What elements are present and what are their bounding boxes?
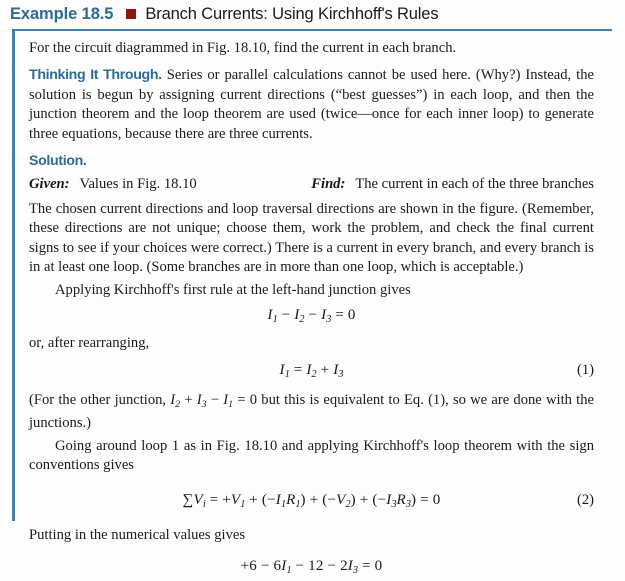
example-number-label: Example 18.5	[10, 4, 114, 23]
first-rule-paragraph: Applying Kirchhoff's first rule at the left-hand junction gives	[55, 281, 411, 298]
equation-1-row	[29, 360, 594, 385]
given-block	[29, 175, 311, 194]
given-label: Given:	[29, 176, 70, 193]
find-label: Find:	[311, 176, 346, 193]
equation-2: $\sum V_i = +V_1 + (-I_1R_1) + (-V_2) + (-I_3R_3) = 0$	[182, 491, 441, 510]
equation-1: $I_1 = I_2 + I_3$	[279, 362, 344, 381]
loop1-paragraph: Going around loop 1 as in Fig. 18.10 and applying Kirchhoff's loop theorem with the sign conventions gives	[29, 437, 594, 474]
solution-heading: Solution.	[29, 153, 87, 170]
thinking-it-through-text: Series or parallel calculations cannot be used here. (Why?) Instead, the solution is begun by assigning current directions (“best guesses”) in each loop, and then the junction theorem and the loop theorem are used (twice—once for each inner loop) to generate three equations, because there are three currents.	[29, 67, 594, 142]
find-value: The current in each of the three branches	[355, 176, 594, 193]
equation-junction-row	[29, 305, 594, 330]
example-header	[0, 0, 625, 24]
equation-2-number: (2)	[576, 491, 594, 508]
equation-numeric: $+6 - 6I_1 - 12 - 2I_3 = 0$	[240, 557, 383, 576]
equation-2-row	[29, 490, 594, 515]
other-junction-paragraph: (For the other junction, $I_2 + I_3 - I_1 = 0$ but this is equivalent to Eq. (1), so we are done with the junctions.)	[29, 392, 594, 432]
page-title: Branch Currents: Using Kirchhoff's Rules	[145, 4, 439, 23]
find-block	[311, 175, 594, 194]
intro-paragraph: For the circuit diagrammed in Fig. 18.10, find the current in each branch.	[29, 40, 457, 56]
directions-paragraph: The chosen current directions and loop traversal directions are shown in the figure. (Remember, these directions are not unique; choose them, work the problem, and check the final current signs to see if your choices were correct.) There is a current in every branch, and every branch is in at least one loop. (Some branches are in more than one loop, which is acceptable.)	[29, 201, 594, 276]
example-content-box	[12, 29, 612, 576]
equation-1-number: (1)	[576, 362, 594, 379]
equation-junction: $I_1 - I_2 - I_3 = 0$	[267, 307, 356, 325]
equation-numeric-row	[29, 556, 594, 581]
given-value: Values in Fig. 18.10	[79, 176, 197, 193]
thinking-it-through-paragraph	[29, 66, 594, 144]
red-square-bullet-icon	[126, 9, 136, 19]
rearrange-paragraph: or, after rearranging,	[29, 334, 150, 351]
thinking-it-through-heading: Thinking It Through.	[29, 67, 162, 84]
given-find-row	[29, 175, 594, 194]
numerical-values-paragraph: Putting in the numerical values gives	[29, 527, 246, 544]
